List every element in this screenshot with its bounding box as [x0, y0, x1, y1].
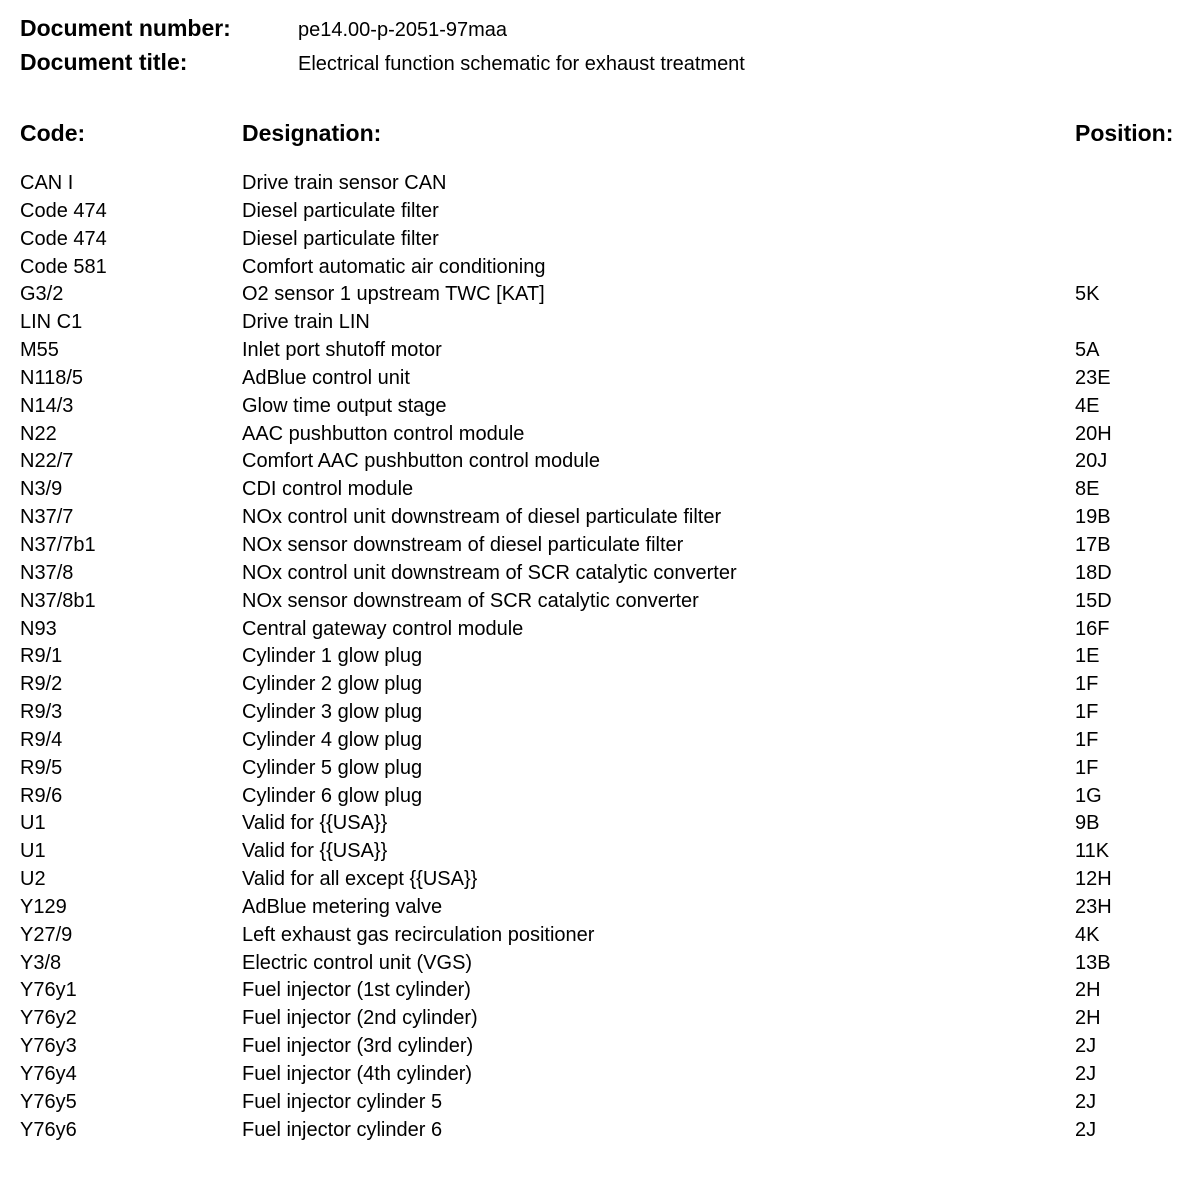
component-position: 2H: [1075, 979, 1101, 1002]
document-number-label: Document number:: [20, 15, 231, 41]
component-code: N22/7: [20, 450, 74, 473]
component-position: 4E: [1075, 394, 1100, 417]
component-designation: NOx sensor downstream of SCR catalytic converter: [242, 589, 699, 612]
component-code: Y76y6: [20, 1118, 77, 1141]
table-row: [0, 588, 1200, 616]
component-code: Code 474: [20, 227, 107, 250]
component-position: 19B: [1075, 506, 1111, 529]
table-row: [0, 950, 1200, 978]
document-title-label: Document title:: [20, 49, 188, 75]
component-designation: NOx control unit downstream of diesel particulate filter: [242, 506, 722, 529]
component-designation: NOx control unit downstream of SCR catalytic converter: [242, 561, 737, 584]
component-position: 17B: [1075, 533, 1111, 556]
table-row: [0, 448, 1200, 476]
component-code: U1: [20, 812, 46, 835]
component-designation: Electric control unit (VGS): [242, 951, 473, 974]
component-table-body: [0, 170, 1200, 1145]
component-designation: Fuel injector (4th cylinder): [242, 1063, 473, 1085]
component-position: 11K: [1075, 840, 1110, 863]
table-row: [0, 476, 1200, 504]
component-position: 20J: [1075, 450, 1108, 473]
component-position: 12H: [1075, 868, 1112, 891]
component-designation: Cylinder 1 glow plug: [242, 645, 423, 668]
component-position: 15D: [1075, 589, 1112, 612]
component-position: 1G: [1075, 784, 1102, 807]
table-row: [0, 1089, 1200, 1117]
component-position: 4K: [1075, 923, 1100, 946]
component-position: 5K: [1075, 283, 1100, 306]
component-position: 1E: [1075, 645, 1100, 668]
table-row: [0, 977, 1200, 1005]
component-designation: AAC pushbutton control module: [242, 422, 525, 445]
component-code: Y129: [20, 895, 67, 918]
table-row: [0, 643, 1200, 671]
table-row: [0, 170, 1200, 198]
component-designation: Cylinder 4 glow plug: [242, 728, 423, 751]
component-position: 2J: [1075, 1035, 1097, 1058]
component-code: Y76y5: [20, 1090, 77, 1113]
table-row: [0, 727, 1200, 755]
component-designation: Left exhaust gas recirculation positioner: [242, 923, 595, 946]
component-code: N93: [20, 617, 57, 640]
component-designation: Cylinder 5 glow plug: [242, 756, 423, 779]
component-code: Y76y1: [20, 979, 77, 1002]
table-row: [0, 894, 1200, 922]
component-designation: Glow time output stage: [242, 394, 447, 417]
component-position: 13B: [1075, 951, 1111, 974]
component-designation: Cylinder 6 glow plug: [242, 784, 423, 807]
component-code: Code 581: [20, 255, 107, 278]
component-code: N3/9: [20, 478, 63, 501]
designation-column-header: Designation:: [242, 120, 382, 146]
table-row: [0, 1005, 1200, 1033]
table-row: [0, 866, 1200, 894]
component-code: G3/2: [20, 283, 64, 306]
component-position: 2J: [1075, 1118, 1097, 1141]
component-designation: Fuel injector (2nd cylinder): [242, 1007, 478, 1030]
component-position: 18D: [1075, 561, 1112, 584]
component-designation: Valid for {{USA}}: [242, 812, 388, 835]
component-code: N22: [20, 422, 57, 445]
component-designation: NOx sensor downstream of diesel particulate filter: [242, 533, 684, 556]
component-code: R9/4: [20, 728, 63, 751]
component-designation: CDI control module: [242, 478, 414, 501]
component-designation: Fuel injector cylinder 5: [242, 1090, 443, 1113]
component-code: Y76y2: [20, 1007, 77, 1030]
table-row: [0, 309, 1200, 337]
component-position: 20H: [1075, 422, 1112, 445]
component-code: U2: [20, 868, 46, 891]
component-code: Code 474: [20, 199, 107, 222]
component-position: 2J: [1075, 1090, 1097, 1113]
table-row: [0, 365, 1200, 393]
component-position: 9B: [1075, 812, 1100, 835]
component-designation: Drive train LIN: [242, 311, 370, 334]
table-row: [0, 281, 1200, 309]
component-code: N118/5: [20, 366, 84, 389]
table-row: [0, 922, 1200, 950]
component-code: N37/8: [20, 561, 74, 584]
component-designation: Cylinder 2 glow plug: [242, 673, 423, 696]
table-row: [0, 393, 1200, 421]
component-code: N37/8b1: [20, 589, 96, 612]
component-designation: Diesel particulate filter: [242, 227, 439, 250]
component-code: Y3/8: [20, 951, 62, 974]
component-designation: Inlet port shutoff motor: [242, 339, 442, 362]
table-row: [0, 838, 1200, 866]
table-row: [0, 532, 1200, 560]
component-code: N14/3: [20, 394, 74, 417]
component-code: Y27/9: [20, 923, 73, 946]
table-row: [0, 337, 1200, 365]
table-row: [0, 810, 1200, 838]
component-position: 8E: [1075, 478, 1100, 501]
component-code: U1: [20, 840, 46, 863]
component-code: R9/1: [20, 645, 63, 668]
table-row: [0, 198, 1200, 226]
document-number-value: pe14.00-p-2051-97maa: [298, 19, 508, 41]
component-designation: Diesel particulate filter: [242, 199, 439, 222]
position-column-header: Position:: [1075, 120, 1174, 146]
component-code: R9/3: [20, 701, 63, 724]
component-position: 1F: [1075, 701, 1099, 724]
component-designation: Fuel injector (3rd cylinder): [242, 1035, 474, 1058]
table-row: [0, 1033, 1200, 1061]
component-designation: O2 sensor 1 upstream TWC [KAT]: [242, 283, 545, 306]
code-column-header: Code:: [20, 120, 86, 146]
table-row: [0, 1061, 1200, 1089]
component-designation: Comfort automatic air conditioning: [242, 255, 546, 278]
component-designation: Fuel injector (1st cylinder): [242, 979, 471, 1002]
component-position: 23E: [1075, 366, 1111, 389]
component-position: 1F: [1075, 673, 1099, 696]
component-code: N37/7: [20, 506, 74, 529]
component-designation: Valid for {{USA}}: [242, 840, 388, 863]
component-designation: Comfort AAC pushbutton control module: [242, 450, 600, 473]
component-designation: Cylinder 3 glow plug: [242, 701, 423, 724]
component-code: CAN I: [20, 172, 74, 194]
component-designation: Fuel injector cylinder 6: [242, 1118, 443, 1141]
component-designation: Valid for all except {{USA}}: [242, 868, 478, 891]
component-position: 2H: [1075, 1007, 1101, 1030]
component-position: 16F: [1075, 617, 1110, 640]
component-code: M55: [20, 339, 59, 362]
table-row: [0, 226, 1200, 254]
component-position: 1F: [1075, 728, 1099, 751]
table-row: [0, 699, 1200, 727]
component-position: 2J: [1075, 1063, 1097, 1085]
table-row: [0, 1117, 1200, 1145]
component-position: 5A: [1075, 339, 1100, 362]
table-row: [0, 254, 1200, 282]
component-code: R9/5: [20, 756, 63, 779]
table-row: [0, 504, 1200, 532]
table-row: [0, 560, 1200, 588]
table-row: [0, 421, 1200, 449]
component-code: R9/2: [20, 673, 63, 696]
component-designation: AdBlue metering valve: [242, 895, 443, 918]
component-code: Y76y4: [20, 1063, 77, 1085]
table-row: [0, 783, 1200, 811]
document-title-value: Electrical function schematic for exhaust treatment: [298, 53, 745, 75]
component-designation: Drive train sensor CAN: [242, 172, 447, 194]
table-row: [0, 616, 1200, 644]
component-position: 1F: [1075, 756, 1099, 779]
component-position: 23H: [1075, 895, 1112, 918]
component-designation: Central gateway control module: [242, 617, 524, 640]
component-code: Y76y3: [20, 1035, 77, 1058]
component-designation: AdBlue control unit: [242, 366, 410, 389]
table-row: [0, 671, 1200, 699]
table-row: [0, 755, 1200, 783]
component-code: N37/7b1: [20, 533, 96, 556]
component-code: LIN C1: [20, 311, 83, 334]
component-code: R9/6: [20, 784, 63, 807]
